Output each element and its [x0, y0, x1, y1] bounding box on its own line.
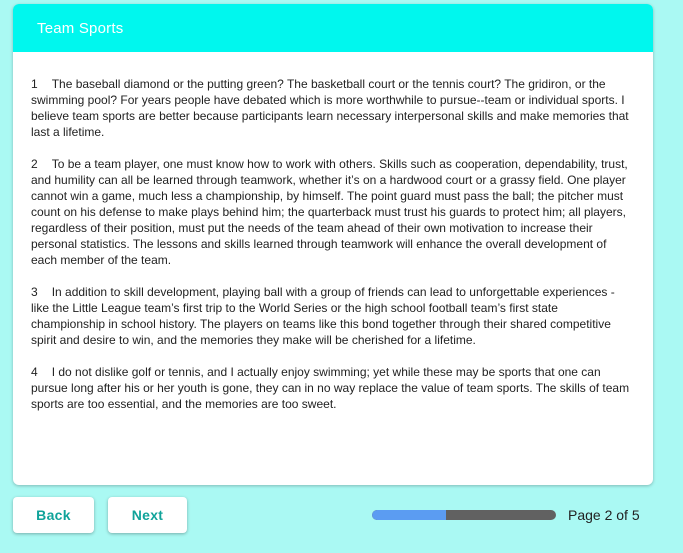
- progress-bar: [372, 510, 556, 520]
- page-indicator: Page 2 of 5: [568, 507, 640, 523]
- back-button[interactable]: Back: [13, 497, 94, 533]
- paragraph-number: 2: [31, 157, 38, 171]
- next-button[interactable]: Next: [108, 497, 187, 533]
- paragraph-number: 3: [31, 285, 38, 299]
- paragraph-text: The baseball diamond or the putting green? The basketball court or the tennis court? The gridiron, or the swimming pool? For years people have debated which is more worthwhile to pursue--team or individual sports. I believe team sports are better because participants learn necessary interpersonal skills and make memories that last a lifetime.: [31, 77, 629, 139]
- paragraph-number: 4: [31, 365, 38, 379]
- progress-fill: [372, 510, 446, 520]
- paragraph: [31, 364, 635, 412]
- paragraph: [31, 284, 635, 348]
- paragraph-number: 1: [31, 77, 38, 91]
- paragraph-text: To be a team player, one must know how to work with others. Skills such as cooperation, dependability, trust, and humility can all be learned through teamwork, whether it’s on a hardwood court or a grassy field. One player cannot win a game, much less a championship, by himself. The point guard must pass the ball; the pitcher must count on his defense to make plays behind him; the quarterback must trust his guards to protect him; all players, regardless of their position, must put the needs of the team ahead of their own motivation to increase their personal statistics. The lessons and skills learned through teamwork will enhance the overall development of each member of the team.: [31, 157, 628, 267]
- paragraph-text: In addition to skill development, playing ball with a group of friends can lead to unforgettable experiences - like the Little League team’s first trip to the World Series or the high school football team’s first state championship in school history. The players on teams like this bond together through their shared competitive spirit and desire to win, and the memories they make will be cherished for a lifetime.: [31, 285, 615, 347]
- card-header: [13, 4, 653, 52]
- content-card: [13, 4, 653, 485]
- paragraph-text: I do not dislike golf or tennis, and I actually enjoy swimming; yet while these may be sports that one can pursue long after his or her youth is gone, they can in no way replace the value of team sports. The skills of team sports are too essential, and the memories are too sweet.: [31, 365, 630, 411]
- article-body: [13, 52, 653, 412]
- page-title: Team Sports: [37, 19, 124, 37]
- paragraph: [31, 76, 635, 140]
- paragraph: [31, 156, 635, 268]
